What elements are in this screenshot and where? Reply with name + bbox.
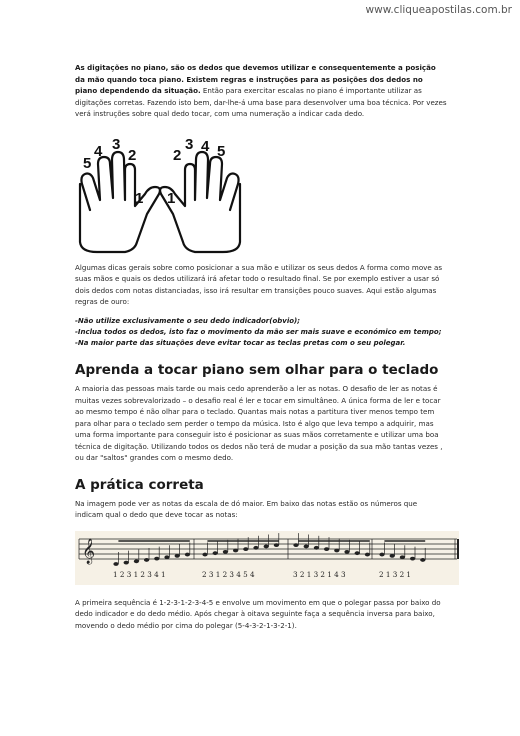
right-finger-label: 4 xyxy=(201,137,210,155)
note-head xyxy=(314,546,319,550)
note-head xyxy=(113,562,118,566)
right-finger-label: 2 xyxy=(173,146,182,164)
left-finger-label: 3 xyxy=(112,135,121,153)
left-finger-label: 2 xyxy=(128,146,137,164)
note-head xyxy=(202,552,207,556)
note-head xyxy=(185,552,190,556)
note-head xyxy=(334,548,339,552)
hands-illustration xyxy=(75,130,275,256)
section-body: A maioria das pessoas mais tarde ou mais cedo aprenderão a ler as notas. O desafio de ler as notas é muitas vezes sobrevalorizado – o desafio real é ler e tocar em simultâneo. A única forma de ler e tocar ao mesmo tempo é não olhar para o teclado. Quantas mais notas a partitura tiver menos tempo tem para olhar para o teclado sem perder o tempo da música. Isto é algo que leva tempo a adquirir, mas uma forma importante para conseguir isto é posicionar as suas mãos corretamente e utilizar uma boa técnica de digitação. Utilizando todos os dedos não terá de mudar a posição da sua mão tantas vezes , ou dar "saltos" grandes com o mesmo dedo. xyxy=(75,384,443,463)
staff-svg xyxy=(75,531,459,585)
right-finger-label: 3 xyxy=(185,135,194,153)
note-head xyxy=(379,552,384,556)
note-head xyxy=(304,544,309,548)
hands-figure xyxy=(75,130,447,256)
note-head xyxy=(213,551,218,555)
note-head xyxy=(420,558,425,562)
note-head xyxy=(164,555,169,559)
page-content xyxy=(75,62,447,631)
right-finger-label: 1 xyxy=(167,189,176,207)
note-head xyxy=(175,554,180,558)
intro-normal-text: Então para exercitar escalas no piano é importante utilizar as digitações corretas. Fazendo isto bem, dar-lhe-á uma base para desenvolver uma boa técnica. Por vezes verá instruções sobre qual dedo tocar, com uma numeração a indicar cada dedo. xyxy=(75,86,447,118)
closing-paragraph: A primeira sequência é 1-2-3-1-2-3-4-5 e envolve um movimento em que o polegar passa por baixo do dedo indicador e do dedo médio. Após chegar à oitava seguinte faça a sequência inversa para baixo, movendo o dedo médio por cima do polegar (5-4-3-2-1-3-2-1). xyxy=(75,597,441,630)
fingering-group: 1 2 3 1 2 3 4 1 xyxy=(113,569,166,579)
tip-item: -Na maior parte das situações deve evitar tocar as teclas pretas com o seu polegar. xyxy=(75,338,406,347)
note-head xyxy=(264,544,269,548)
scale-staff xyxy=(75,531,459,585)
note-head xyxy=(400,555,405,559)
note-head xyxy=(324,547,329,551)
intro-paragraph xyxy=(75,62,447,120)
section-heading: A prática correta xyxy=(75,476,204,493)
note-head xyxy=(134,559,139,563)
note-head xyxy=(410,556,415,560)
tips-list xyxy=(75,316,447,350)
note-head xyxy=(243,547,248,551)
note-head xyxy=(124,560,129,564)
note-head xyxy=(154,556,159,560)
note-head xyxy=(355,551,360,555)
treble-clef-icon: 𝄞 xyxy=(82,538,96,564)
tips-intro: Algumas dicas gerais sobre como posicionar a sua mão e utilizar os seus dedos A forma como move as suas mãos e quais os dedos utilizará irá afetar todo o resultado final. Se por exemplo estiver a usar só dois dedos com notas distanciadas, isso irá resultar em transições pouco suaves. Aqui estão algumas regras de ouro: xyxy=(75,262,443,306)
note-head xyxy=(233,548,238,552)
note-head xyxy=(223,550,228,554)
fingering-group: 2 3 1 2 3 4 5 4 xyxy=(202,569,255,579)
note-head xyxy=(293,543,298,547)
tip-item: -Inclua todos os dedos, isto faz o movimento da mão ser mais suave e económico em tempo; xyxy=(75,327,442,336)
tip-item: -Não utilize exclusivamente o seu dedo indicador(obvio); xyxy=(75,316,301,325)
site-url[interactable]: www.cliqueapostilas.com.br xyxy=(365,4,512,16)
note-head xyxy=(253,546,258,550)
note-head xyxy=(344,550,349,554)
right-finger-label: 5 xyxy=(217,142,226,160)
note-head xyxy=(390,554,395,558)
note-head xyxy=(144,558,149,562)
intro-bold-text: As digitações no piano, são os dedos que devemos utilizar e consequentemente a posição da mão quando toca piano. Existem regras e instruções para as posições dos dedos no piano dependendo da situação. xyxy=(75,63,436,95)
section-heading: Aprenda a tocar piano sem olhar para o teclado xyxy=(75,362,439,379)
left-finger-label: 5 xyxy=(83,154,92,172)
note-head xyxy=(365,552,370,556)
note-head xyxy=(274,543,279,547)
fingering-group: 3 2 1 3 2 1 4 3 xyxy=(293,569,346,579)
left-finger-label: 1 xyxy=(135,189,144,207)
left-finger-label: 4 xyxy=(94,142,103,160)
section-body: Na imagem pode ver as notas da escala de dó maior. Em baixo das notas estão os números que indicam qual o dedo que deve tocar as notas: xyxy=(75,498,418,520)
fingering-group: 2 1 3 2 1 xyxy=(379,569,412,579)
